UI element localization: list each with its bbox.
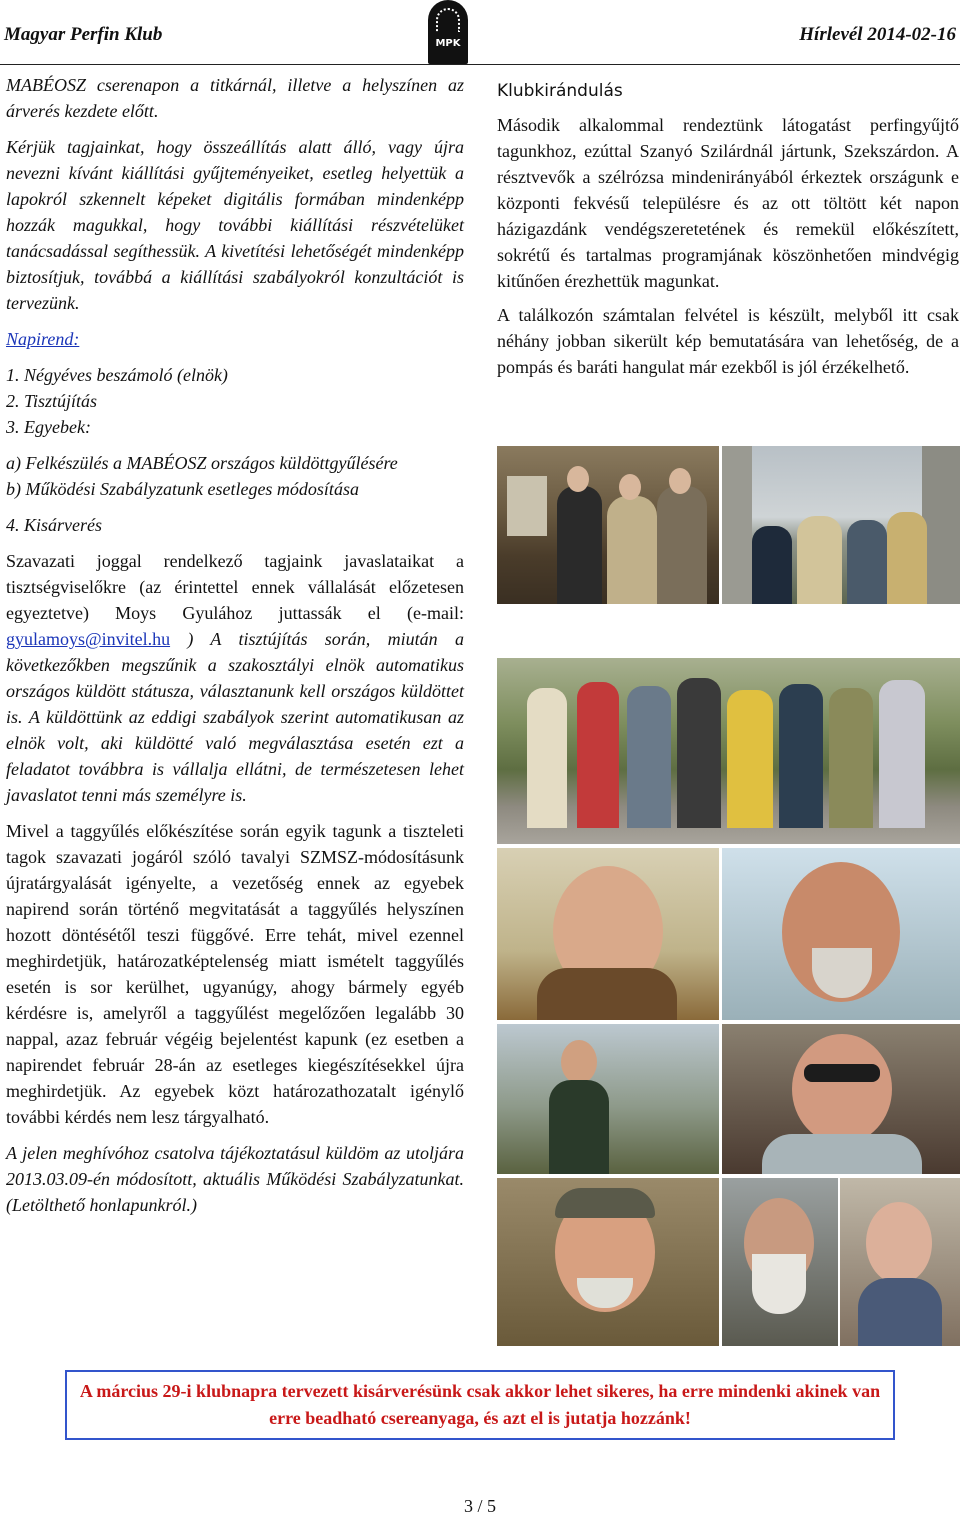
photo-lookout-tower (722, 446, 960, 604)
header-divider (0, 64, 960, 65)
agenda-item-auction: 4. Kisárverés (6, 515, 102, 535)
page-number: 3 / 5 (463, 1496, 496, 1516)
photo-group (497, 658, 960, 844)
photo-portrait-4 (722, 1024, 960, 1174)
newsletter-date: Hírlevél 2014-02-16 (799, 24, 956, 45)
photo-portrait-6 (722, 1178, 838, 1346)
page-header (0, 0, 960, 66)
photo-portrait-5 (497, 1178, 719, 1346)
paragraph-nominations (6, 548, 464, 808)
agenda-heading (6, 326, 464, 352)
logo-text: MPK (435, 38, 461, 49)
paragraph-attachment: A jelen meghívóhoz csatolva tájékoztatásul küldöm az utoljára 2013.03.09-én módosított, aktuális Működési Szabályzatunkat. (Letölthető honlapunkról.) (6, 1143, 464, 1215)
nomination-text-b: ) A tisztújítás során, miután a következőkben megszűnik a szakosztályi elnök automatikus országos küldött státusza, választanunk kell országos küldöttet is. A küldöttünk az eddigi szabályok szerint automatikusan az elnök volt, aki küldötté való megválasztása esetén ezt a feladatot továbbra is vállalja ellátni, de természetesen lehet javaslatot tenni más személyre is. (6, 629, 464, 805)
auction-notice-text: A március 29-i klubnapra tervezett kisárverésünk csak akkor lehet sikeres, ha erre mindenki akinek van erre beadható csereanyaga, és azt el is jutatja hozzánk! (79, 1381, 881, 1428)
club-name: Magyar Perfin Klub (4, 24, 163, 45)
photo-portrait-1 (497, 848, 719, 1020)
photo-portrait-3 (497, 1024, 719, 1174)
paragraph-cserenap: MABÉOSZ cserenapon a titkárnál, illetve a helyszínen az árverés kezdete előtt. (6, 75, 464, 121)
section-heading: Klubkirándulás (497, 81, 623, 101)
agenda-subitem-a: a) Felkészülés a MABÉOSZ országos küldöttgyűlésére (6, 453, 398, 473)
photo-collection-room (497, 446, 719, 604)
left-column (6, 72, 464, 1218)
paragraph-photos: A találkozón számtalan felvétel is készült, melyből itt csak néhány jobban sikerült kép bemutatására van lehetőség, de a pompás és baráti hangulat már ezekből is jól érzékelhető. (497, 305, 959, 377)
right-column (497, 72, 959, 380)
agenda-subitem-b: b) Működési Szabályzatunk esetleges módosítása (6, 479, 359, 499)
agenda-item: 2. Tisztújítás (6, 391, 98, 411)
paragraph-bylaws: Mivel a taggyűlés előkészítése során egyik tagunk a tiszteleti tagok szavazati jogáról szóló tavalyi SZMSZ-módosításunk újratárgyalását igényelte, a vezetőség ennek az egyebek napirend során történő megvitatását a taggyűlés helyszínen hozott döntésétől teszi függővé. Erre tehát, mivel ezennel meghirdetjük, határozatképtelenség miatt ismételt taggyűlés esetén is sor kerülhet, ugyanúgy, ahogy bármely egyéb kérdésre is, amelyről a taggyűlést megelőzően legalább 30 nappal, azaz február végéig bejelentést kapunk (ez esetben a napirendet február 28-án az esetleges kiegészítésekkel újra meghirdetjük. Az egyebek közt határozathozatalt igénylő további kérdés nem lesz tárgyalható. (6, 821, 464, 1127)
paragraph-trip: Második alkalommal rendeztünk látogatást perfingyűjtő tagunkhoz, ezúttal Szanyó Szilárdnál jártunk, Szekszárdon. A résztvevők a szélrózsa mindenirányából érkeztek országunk e központi fekvésű településre és az ott töltött két napon házigazdánk vendégszeretetének és remekül előkészített, sokrétű és tartalmas programjának köszönhetően mindvégig kitűnően érezhettük magunkat. (497, 115, 959, 291)
club-logo (428, 0, 468, 64)
agenda-item: 1. Négyéves beszámoló (elnök) (6, 365, 228, 385)
logo-arch-icon (436, 8, 460, 32)
auction-notice (65, 1370, 895, 1440)
photo-portrait-2 (722, 848, 960, 1020)
photo-portrait-7 (840, 1178, 960, 1346)
napirend-label: Napirend: (6, 329, 80, 349)
nomination-text-a: Szavazati joggal rendelkező tagjaink javaslataikat a tisztségviselőkre (az érintettel ennek vállalását előzetesen egyeztetve) Moys Gyulához juttassák el (e-mail: (6, 551, 464, 623)
paragraph-exhibits: Kérjük tagjainkat, hogy összeállítás alatt álló, vagy újra nevezni kívánt kiállítási gyűjteményeiket, esetleg helyettük a lapokról szkennelt képeket digitális formában mindenképp hozzák magukkal, hogy további kiállítási részvételüket tanácsadással segíthessük. A kivetítési lehetőségét mindenképp biztosítjuk, továbbá a kiállítási szabályokról konzultációt is tervezünk. (6, 137, 464, 313)
email-link[interactable]: gyulamoys@invitel.hu (6, 629, 171, 649)
agenda-item: 3. Egyebek: (6, 417, 91, 437)
